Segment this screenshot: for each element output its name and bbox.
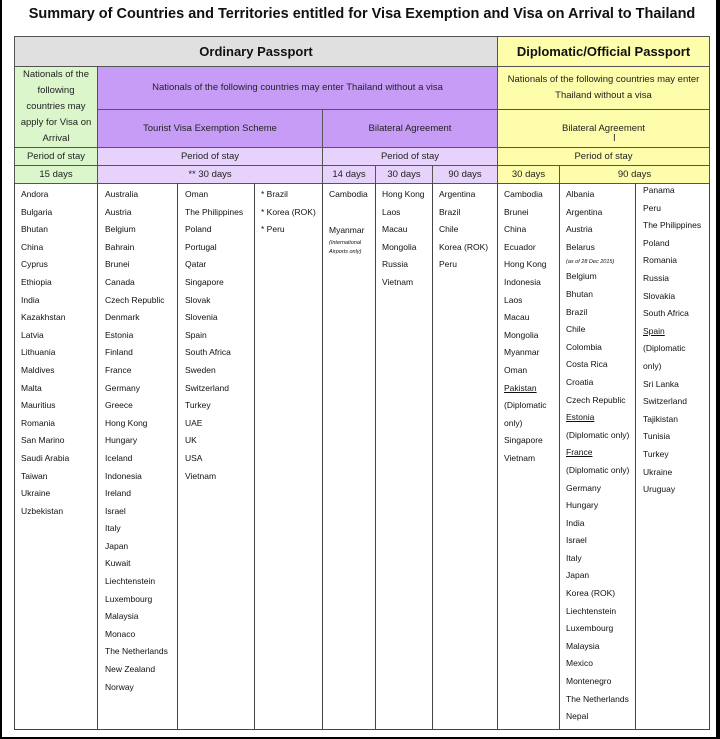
list-item: Uzbekistan (21, 505, 64, 516)
list-item: Sri Lanka (643, 378, 679, 389)
list-item: Spain (643, 325, 665, 336)
list-item: Bahrain (105, 241, 135, 252)
list-item: Cyprus (21, 259, 48, 270)
list-item: Mexico (566, 658, 593, 669)
list-item: Denmark (105, 312, 140, 323)
diplomatic-30-list (504, 186, 547, 468)
list-item: Estonia (105, 329, 134, 340)
list-item: Bulgaria (21, 206, 53, 217)
list-item: Poland (643, 237, 670, 248)
list-item: New Zealand (105, 664, 156, 675)
list-item: USA (185, 452, 203, 463)
list-item: Canada (105, 276, 135, 287)
bilateral-header: Bilateral Agreement (322, 109, 498, 148)
voa-period-label: Period of stay (14, 147, 98, 166)
list-item: Croatia (566, 376, 594, 387)
airport-note: Airports only) (329, 249, 362, 256)
list-item: Liechtenstein (566, 605, 617, 616)
diplomatic-90-days: 90 days (559, 165, 710, 184)
list-item: Cambodia (504, 189, 543, 199)
list-item: China (504, 224, 527, 235)
list-item: Russia (382, 259, 408, 270)
list-item: Brunei (105, 259, 130, 270)
list-item: Kuwait (105, 558, 131, 569)
list-item: Ethiopia (21, 276, 52, 287)
list-item: Argentina (439, 189, 476, 199)
voa-days: 15 days (14, 165, 98, 184)
list-item: Maldives (21, 364, 55, 375)
list-item: Latvia (21, 329, 44, 340)
list-item: Brazil (566, 306, 588, 317)
document-title: Summary of Countries and Territories entitled for Visa Exemption and Visa on Arrival to Thailand (28, 6, 696, 22)
list-item: Ukraine (643, 466, 673, 477)
bilateral-14-days: 14 days (322, 165, 376, 184)
diplomatic-note: (Diplomatic (504, 400, 547, 411)
list-item: Singapore (185, 276, 224, 287)
list-item: San Marino (21, 435, 65, 446)
list-item: Japan (105, 540, 129, 551)
list-item: Laos (382, 206, 401, 217)
list-item: Vietnam (504, 452, 536, 463)
list-item: Oman (504, 364, 528, 375)
list-item: Chile (439, 224, 459, 235)
list-item: * Peru (261, 224, 285, 235)
list-item: Mongolia (382, 241, 417, 252)
list-item: Laos (504, 294, 523, 305)
list-item: Tunisia (643, 431, 671, 442)
list-item: Finland (105, 347, 133, 358)
diplomatic-bilateral-header: Bilateral Agreement (497, 109, 710, 148)
list-item: Mauritius (21, 400, 56, 411)
tourist-scheme-header: Tourist Visa Exemption Scheme (97, 109, 323, 148)
list-item: Russia (643, 272, 669, 283)
tourist-country-list-c (261, 186, 316, 239)
ordinary-passport-header: Ordinary Passport (14, 36, 498, 67)
list-item: Kazakhstan (21, 312, 66, 323)
list-item: Australia (105, 189, 139, 199)
list-item: Colombia (566, 341, 602, 352)
list-item: Tajikistan (643, 413, 678, 424)
list-item: Myanmar (329, 224, 365, 235)
diplomatic-period-label: Period of stay (497, 147, 710, 166)
ordinary-no-visa-header: Nationals of the following countries may enter Thailand without a visa (97, 66, 498, 110)
list-item: Hong Kong (105, 417, 148, 428)
list-item: Iceland (105, 452, 133, 463)
list-item: Liechtenstein (105, 576, 156, 587)
list-item: Slovenia (185, 312, 218, 323)
belarus-note: (as of 28 Dec 2015) (566, 259, 615, 266)
list-item: Sweden (185, 364, 216, 375)
list-item: Korea (ROK) (439, 241, 489, 252)
voa-country-list (21, 186, 69, 520)
list-item: Switzerland (643, 396, 687, 407)
diplomatic-30-days: 30 days (497, 165, 560, 184)
list-item: Lithuania (21, 347, 56, 358)
list-item: Malta (21, 382, 42, 393)
list-item: Monaco (105, 628, 136, 639)
list-item: Pakistan (504, 382, 537, 393)
list-item: The Netherlands (105, 646, 168, 657)
tourist-days: ** 30 days (97, 165, 323, 184)
list-item: Germany (566, 482, 601, 493)
airport-note: (International (329, 240, 362, 247)
list-item: Qatar (185, 259, 207, 270)
bilateral-30-days: 30 days (375, 165, 433, 184)
list-item: Germany (105, 382, 140, 393)
list-item: UK (185, 435, 197, 446)
list-item: Indonesia (105, 470, 142, 481)
list-item: Hong Kong (382, 189, 425, 199)
list-item: Taiwan (21, 470, 48, 481)
list-item: Norway (105, 681, 134, 692)
text-cursor-icon: I (613, 133, 616, 144)
list-item: France (105, 364, 132, 375)
list-item: Hungary (105, 435, 138, 446)
list-item: Czech Republic (105, 294, 165, 305)
list-item: Macau (382, 224, 408, 235)
list-item: UAE (185, 417, 203, 428)
list-item: Belgium (566, 271, 597, 282)
list-item: Japan (566, 570, 590, 581)
list-item: Romania (21, 417, 56, 428)
list-item: Italy (105, 523, 121, 534)
list-item: South Africa (185, 347, 231, 358)
list-item: Saudi Arabia (21, 452, 70, 463)
list-item: Argentina (566, 206, 603, 217)
list-item: Peru (643, 202, 661, 213)
list-item: Nepal (566, 711, 589, 722)
tourist-period-label: Period of stay (97, 147, 323, 166)
diplomatic-note: (Diplomatic (643, 343, 686, 354)
diplomatic-note: (Diplomatic only) (566, 464, 630, 475)
list-item: Albania (566, 189, 595, 199)
bilateral-14-list (329, 186, 368, 257)
list-item: The Netherlands (566, 693, 629, 704)
list-item: Myanmar (504, 347, 540, 358)
list-item: Brazil (439, 206, 461, 217)
list-item: India (21, 294, 40, 305)
list-item: China (21, 241, 44, 252)
list-item: Portugal (185, 241, 217, 252)
bilateral-90-days: 90 days (432, 165, 498, 184)
list-item: Panama (643, 185, 675, 195)
list-item: Malaysia (566, 640, 600, 651)
list-item: Switzerland (185, 382, 229, 393)
list-item: Turkey (185, 400, 211, 411)
bilateral-90-list (439, 186, 488, 274)
list-item: Malaysia (105, 611, 139, 622)
list-item: Mongolia (504, 329, 539, 340)
list-item: Hungary (566, 500, 599, 511)
list-item: The Philippines (185, 206, 244, 217)
list-item: Spain (185, 329, 207, 340)
list-item: * Korea (ROK) (261, 206, 316, 217)
list-item: Chile (566, 324, 586, 335)
list-item: The Philippines (643, 220, 702, 231)
list-item: Ukraine (21, 488, 51, 499)
voa-header: Nationals of the following countries may apply for Visa on Arrival (14, 66, 98, 148)
list-item: Estonia (566, 412, 595, 423)
list-item: Indonesia (504, 276, 541, 287)
tourist-country-list-b (185, 186, 243, 485)
list-item: Peru (439, 259, 457, 270)
list-item: Hong Kong (504, 259, 547, 270)
list-item: South Africa (643, 308, 689, 319)
list-item: Vietnam (382, 276, 414, 287)
list-item: Belgium (105, 224, 136, 235)
list-item: Oman (185, 189, 209, 199)
list-item: Greece (105, 400, 133, 411)
list-item: Ecuador (504, 241, 536, 252)
list-item: Vietnam (185, 470, 217, 481)
diplomatic-passport-header: Diplomatic/Official Passport (497, 36, 710, 67)
diplomatic-90-list-b (643, 182, 701, 499)
list-item: Brunei (504, 206, 529, 217)
diplomatic-90-list-a (566, 186, 629, 726)
list-item: Costa Rica (566, 359, 608, 370)
bilateral-period-label: Period of stay (322, 147, 498, 166)
diplomatic-no-visa-header: Nationals of the following countries may enter Thailand without a visa (497, 66, 710, 110)
list-item: Israel (566, 535, 587, 546)
list-item: Italy (566, 552, 582, 563)
list-item: Bhutan (21, 224, 48, 235)
tourist-country-list-a (105, 186, 168, 696)
diplomatic-note: (Diplomatic only) (566, 429, 630, 440)
diplomatic-note: only) (643, 360, 662, 371)
list-item: Uruguay (643, 484, 676, 495)
list-item: Slovakia (643, 290, 676, 301)
list-item: Belarus (566, 241, 595, 252)
list-item: Macau (504, 312, 530, 323)
list-item: Austria (566, 224, 593, 235)
list-item: Czech Republic (566, 394, 626, 405)
list-item: Slovak (185, 294, 211, 305)
list-item: Bhutan (566, 288, 593, 299)
list-item: Austria (105, 206, 132, 217)
list-item: * Brazil (261, 189, 288, 199)
list-item: France (566, 447, 593, 458)
document-sheet (2, 0, 716, 737)
list-item: Cambodia (329, 189, 368, 199)
list-item: Romania (643, 255, 678, 266)
list-item: Poland (185, 224, 212, 235)
bilateral-30-list (382, 186, 425, 292)
list-item: Luxembourg (566, 623, 614, 634)
list-item: Korea (ROK) (566, 588, 616, 599)
list-item: India (566, 517, 585, 528)
list-item: Singapore (504, 435, 543, 446)
list-item: Israel (105, 505, 126, 516)
list-item: Turkey (643, 448, 669, 459)
list-item: Montenegro (566, 676, 612, 687)
list-item: Ireland (105, 488, 131, 499)
diplomatic-note: only) (504, 417, 523, 428)
list-item: Luxembourg (105, 593, 153, 604)
list-item: Andora (21, 189, 49, 199)
